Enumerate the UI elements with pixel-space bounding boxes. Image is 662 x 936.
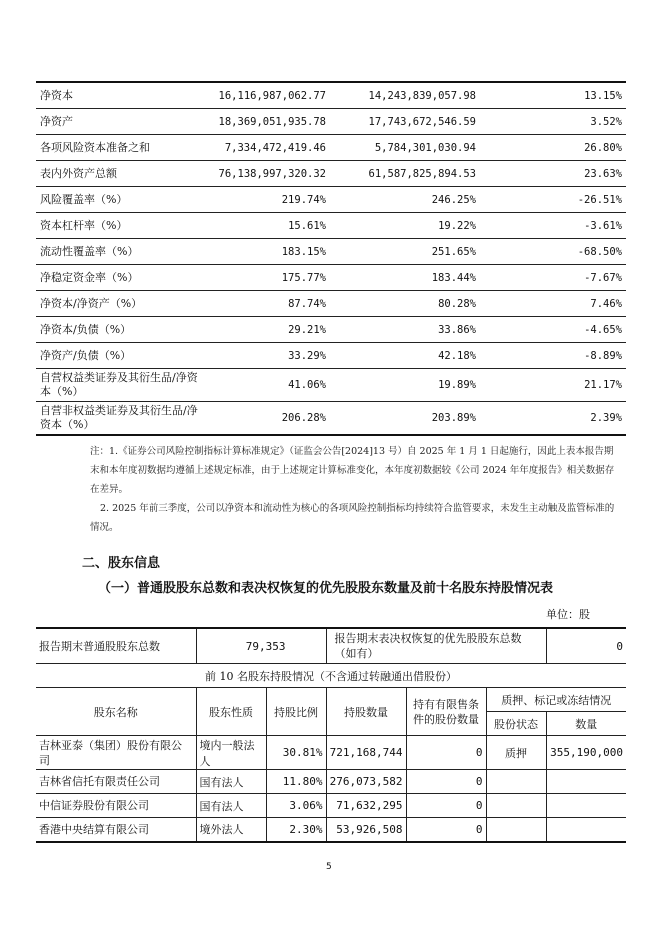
header-nature: 股东性质 xyxy=(196,688,266,736)
header-name: 股东名称 xyxy=(36,688,196,736)
header-restricted: 持有有限售条件的股份数量 xyxy=(406,688,486,736)
header-pledge-qty: 数量 xyxy=(546,712,626,736)
metric-previous: 33.86% xyxy=(330,317,480,343)
metric-change: 7.46% xyxy=(480,291,626,317)
metric-change: 26.80% xyxy=(480,135,626,161)
metric-previous: 5,784,301,030.94 xyxy=(330,135,480,161)
metric-label: 自营权益类证券及其衍生品/净资本（%） xyxy=(36,369,206,402)
top10-caption: 前 10 名股东持股情况（不含通过转融通出借股份） xyxy=(36,664,626,688)
holder-restricted: 0 xyxy=(406,736,486,770)
metric-previous: 61,587,825,894.53 xyxy=(330,161,480,187)
holder-nature: 国有法人 xyxy=(196,794,266,818)
metric-row xyxy=(36,343,626,369)
metric-row xyxy=(36,161,626,187)
metric-label: 各项风险资本准备之和 xyxy=(36,135,206,161)
holder-shares: 721,168,744 xyxy=(326,736,406,770)
metric-change: -68.50% xyxy=(480,239,626,265)
header-shares: 持股数量 xyxy=(326,688,406,736)
metric-change: -8.89% xyxy=(480,343,626,369)
metric-previous: 19.89% xyxy=(330,369,480,402)
metric-label: 净资本/负债（%） xyxy=(36,317,206,343)
note-1: 注：1.《证券公司风险控制指标计算标准规定》（证监会公告[2024]13 号）自 2025 年 1 月 1 日起施行，因此上表本报告期末和本年度初数据均遵循上述规定标准，由于上述规定计算标准变化，本年度初数据较《公司 2024 年年度报告》相关数据存在差异。 xyxy=(90,446,615,495)
metric-current: 16,116,987,062.77 xyxy=(206,82,330,109)
holder-nature: 境外法人 xyxy=(196,818,266,842)
metric-row xyxy=(36,239,626,265)
metric-current: 15.61% xyxy=(206,213,330,239)
metric-label: 风险覆盖率（%） xyxy=(36,187,206,213)
metric-label: 净资本 xyxy=(36,82,206,109)
holder-restricted: 0 xyxy=(406,818,486,842)
section-title: 二、股东信息 xyxy=(82,556,161,571)
metric-change: 3.52% xyxy=(480,109,626,135)
metric-current: 175.77% xyxy=(206,265,330,291)
holder-restricted: 0 xyxy=(406,770,486,794)
header-pledge-group: 质押、标记或冻结情况 xyxy=(486,688,626,712)
note-2: 2. 2025 年前三季度，公司以净资本和流动性为核心的各项风险控制指标均持续符合监管要求，未发生主动触及监管标准的情况。 xyxy=(90,503,615,533)
metric-previous: 14,243,839,057.98 xyxy=(330,82,480,109)
holder-ratio: 30.81% xyxy=(266,736,326,770)
pref-value: 0 xyxy=(546,628,626,664)
holder-pledge-status xyxy=(486,818,546,842)
metric-label: 资本杠杆率（%） xyxy=(36,213,206,239)
metric-change: 23.63% xyxy=(480,161,626,187)
holder-name: 吉林省信托有限责任公司 xyxy=(36,770,196,794)
holder-shares: 53,926,508 xyxy=(326,818,406,842)
summary-label: 报告期末普通股股东总数 xyxy=(36,628,196,664)
metric-label: 流动性覆盖率（%） xyxy=(36,239,206,265)
holder-name: 吉林亚泰（集团）股份有限公司 xyxy=(36,736,196,770)
metric-current: 18,369,051,935.78 xyxy=(206,109,330,135)
metric-current: 183.15% xyxy=(206,239,330,265)
holder-pledge-status xyxy=(486,770,546,794)
shareholder-table xyxy=(36,627,626,843)
holder-restricted: 0 xyxy=(406,794,486,818)
metric-current: 76,138,997,320.32 xyxy=(206,161,330,187)
metric-change: -7.67% xyxy=(480,265,626,291)
metric-previous: 19.22% xyxy=(330,213,480,239)
holder-shares: 276,073,582 xyxy=(326,770,406,794)
metric-current: 41.06% xyxy=(206,369,330,402)
summary-value: 79,353 xyxy=(196,628,326,664)
metric-label: 净稳定资金率（%） xyxy=(36,265,206,291)
metric-previous: 80.28% xyxy=(330,291,480,317)
metric-row xyxy=(36,213,626,239)
metric-previous: 183.44% xyxy=(330,265,480,291)
holder-pledge-qty xyxy=(546,818,626,842)
metric-label: 自营非权益类证券及其衍生品/净资本（%） xyxy=(36,402,206,436)
holder-pledge-status xyxy=(486,794,546,818)
holder-row xyxy=(36,794,626,818)
metric-row xyxy=(36,265,626,291)
metric-previous: 246.25% xyxy=(330,187,480,213)
unit-label: 单位：股 xyxy=(546,608,590,621)
metric-previous: 251.65% xyxy=(330,239,480,265)
holder-name: 中信证券股份有限公司 xyxy=(36,794,196,818)
holder-pledge-qty xyxy=(546,794,626,818)
metric-label: 净资产/负债（%） xyxy=(36,343,206,369)
holder-shares: 71,632,295 xyxy=(326,794,406,818)
metric-label: 净资本/净资产（%） xyxy=(36,291,206,317)
holder-pledge-status: 质押 xyxy=(486,736,546,770)
pref-label: 报告期末表决权恢复的优先股股东总数（如有） xyxy=(326,628,546,664)
holder-row xyxy=(36,770,626,794)
metric-row xyxy=(36,317,626,343)
holder-ratio: 3.06% xyxy=(266,794,326,818)
metric-change: -3.61% xyxy=(480,213,626,239)
metric-current: 33.29% xyxy=(206,343,330,369)
holder-pledge-qty: 355,190,000 xyxy=(546,736,626,770)
metric-change: 13.15% xyxy=(480,82,626,109)
metric-change: -26.51% xyxy=(480,187,626,213)
holder-pledge-qty xyxy=(546,770,626,794)
holder-nature: 境内一般法人 xyxy=(196,736,266,770)
metric-row xyxy=(36,82,626,109)
metric-current: 206.28% xyxy=(206,402,330,436)
metric-row xyxy=(36,369,626,402)
page-number: 5 xyxy=(326,862,332,872)
metric-row xyxy=(36,291,626,317)
holder-row xyxy=(36,736,626,770)
holder-ratio: 11.80% xyxy=(266,770,326,794)
metric-current: 7,334,472,419.46 xyxy=(206,135,330,161)
section-subtitle: （一）普通股股东总数和表决权恢复的优先股股东数量及前十名股东持股情况表 xyxy=(98,581,554,596)
metric-current: 29.21% xyxy=(206,317,330,343)
metric-row xyxy=(36,135,626,161)
metric-change: 21.17% xyxy=(480,369,626,402)
metric-previous: 17,743,672,546.59 xyxy=(330,109,480,135)
header-ratio: 持股比例 xyxy=(266,688,326,736)
metric-row xyxy=(36,402,626,436)
metric-current: 87.74% xyxy=(206,291,330,317)
holder-row xyxy=(36,818,626,842)
metric-label: 表内外资产总额 xyxy=(36,161,206,187)
metric-previous: 203.89% xyxy=(330,402,480,436)
holder-name: 香港中央结算有限公司 xyxy=(36,818,196,842)
metric-label: 净资产 xyxy=(36,109,206,135)
holder-ratio: 2.30% xyxy=(266,818,326,842)
metric-row xyxy=(36,109,626,135)
header-pledge-status: 股份状态 xyxy=(486,712,546,736)
metric-previous: 42.18% xyxy=(330,343,480,369)
metric-row xyxy=(36,187,626,213)
metric-change: 2.39% xyxy=(480,402,626,436)
metric-current: 219.74% xyxy=(206,187,330,213)
metric-change: -4.65% xyxy=(480,317,626,343)
holder-nature: 国有法人 xyxy=(196,770,266,794)
risk-indicator-table xyxy=(36,81,626,436)
